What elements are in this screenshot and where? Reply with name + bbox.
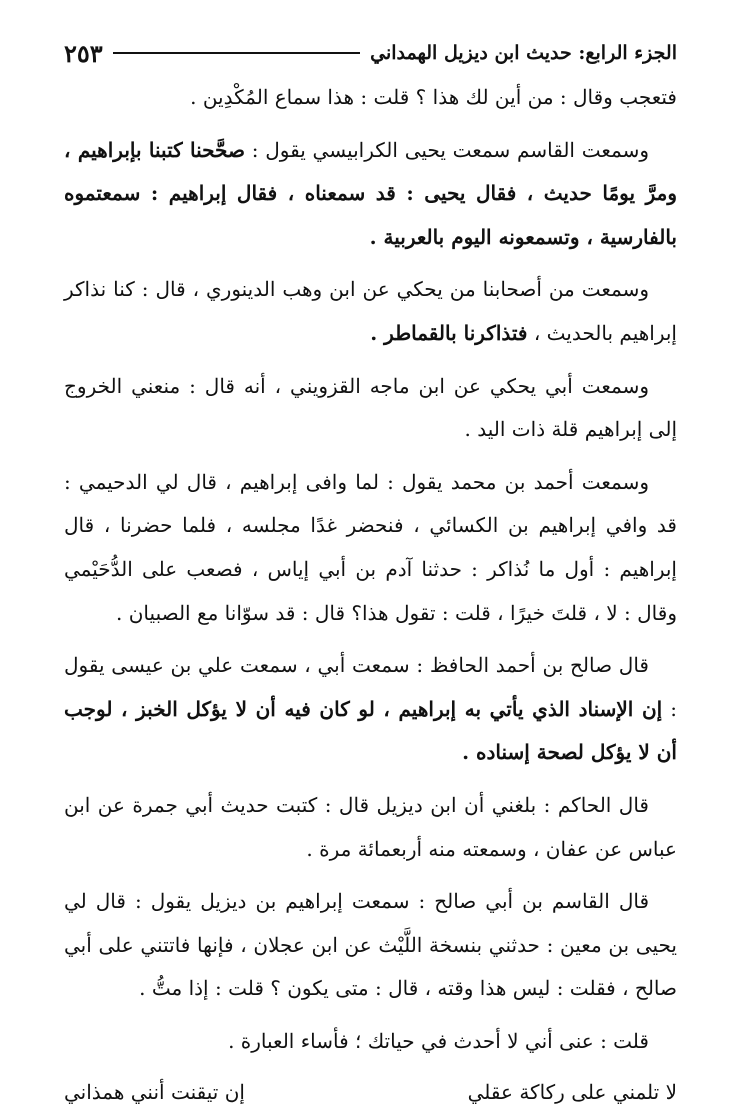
text-run: قلت : عنى أني لا أحدث في حياتك ؛ فأساء العبارة . [228,1028,649,1053]
verse-line [64,1072,677,1112]
text-run: وسمعت القاسم سمعت يحيى الكرابيسي يقول : [244,137,650,162]
bold-text-run: إن الإسناد الذي يأتي به إبراهيم ، لو كان فيه أن لا يؤكل الخبز ، لوجب أن لا يؤكل لصحة إسناده . [64,696,677,765]
bold-text-run: فتذاكرنا بالقماطر . [370,320,528,345]
paragraph [64,129,677,260]
paragraph [64,784,677,871]
paragraph [64,461,677,635]
running-title: الجزء الرابع: حديث ابن ديزيل الهمداني [370,42,677,64]
verse-first-hemistich: لا تلمني على ركاكة عقلي [467,1080,677,1105]
text-run: وسمعت أبي يحكي عن ابن ماجه القزويني ، أنه قال : منعني الخروج إلى إبراهيم قلة ذات اليد . [64,373,677,442]
paragraph [64,880,677,1011]
text-run: قال الحاكم : بلغني أن ابن ديزيل قال : كتبت حديث أبي جمرة عن ابن عباس عن عفان ، وسمعته منه أربعمائة مرة . [64,792,677,861]
header-rule [113,52,360,54]
paragraph [64,76,677,120]
verse-second-hemistich: إن تيقنت أنني همذاني [64,1080,245,1105]
text-run: وسمعت أحمد بن محمد يقول : لما وافى إبراهيم ، قال لي الدحيمي : قد وافي إبراهيم بن الكسائي ، فنحضر غدًا مجلسه ، فلما حضرنا ، قال إبراهيم : أول ما نُذاكر : حدثنا آدم بن أبي إياس ، فصعب على الدُّحَيْمي وقال : لا ، قلتَ خيرًا ، قلت : تقول هذا؟ قال : قد سوّانا مع الصبيان . [64,469,677,625]
page-header [64,38,677,68]
paragraph [64,365,677,452]
bold-text-run: صحَّحنا كتبنا بإبراهيم ، ومرَّ يومًا حديث ، فقال يحيى : قد سمعناه ، فقال إبراهيم : سمعتموه بالفارسية ، وتسمعونه اليوم بالعربية . [64,137,677,249]
paragraph [64,268,677,355]
page-number: ٢٥٣ [64,38,103,68]
paragraph [64,644,677,775]
text-run: وسمعت من أصحابنا من يحكي عن ابن وهب الدينوري ، قال : كنا نذاكر إبراهيم بالحديث ، [64,277,677,345]
page-body [64,76,677,1063]
text-run: قال صالح بن أحمد الحافظ : سمعت أبي ، سمعت علي بن عيسى يقول : [64,653,677,721]
text-run: فتعجب وقال : من أين لك هذا ؟ قلت : هذا سماع المُكْدِين . [190,85,677,109]
paragraph [64,1020,677,1064]
text-run: قال القاسم بن أبي صالح : سمعت إبراهيم بن ديزيل يقول : قال لي يحيى بن معين : حدثني بنسخة اللَّيْث عن ابن عجلان ، فإنها فاتتني على أبي صالح ، فقلت : ليس هذا وقته ، قال : متى يكون ؟ قلت : إذا متُّ . [64,889,677,1001]
